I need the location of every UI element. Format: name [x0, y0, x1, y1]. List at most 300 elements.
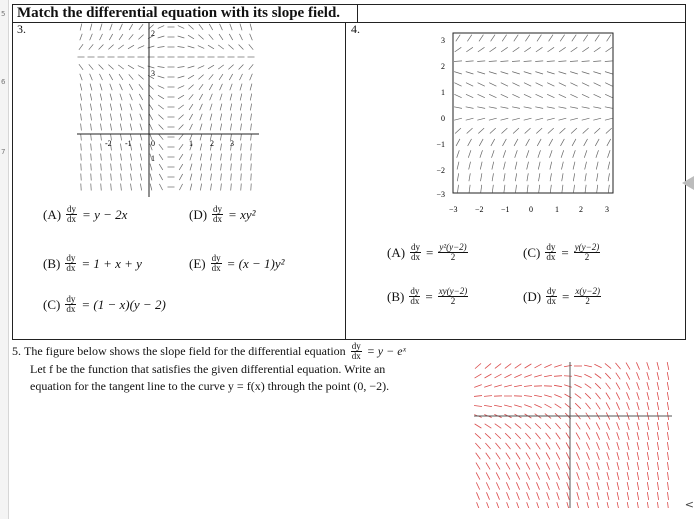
slope-segment	[457, 185, 458, 193]
worksheet-title: Match the differential equation with its slope field.	[13, 5, 358, 23]
slope-segment	[647, 432, 649, 440]
slope-segment	[469, 173, 470, 181]
slope-segment	[605, 83, 612, 87]
slope-segment	[250, 34, 253, 40]
slope-segment	[130, 94, 133, 100]
slope-segment	[178, 36, 185, 38]
slope-segment	[560, 35, 564, 42]
p3-xtick: 2	[210, 139, 214, 148]
slope-segment	[548, 128, 554, 133]
slope-segment	[515, 185, 516, 193]
slope-segment	[657, 472, 658, 480]
slope-segment	[617, 502, 619, 508]
p4-choice-b[interactable]: (B) $\frac{dy}{dx}$ = $\frac{xy(y-2)}{2}$	[387, 286, 468, 306]
slope-segment	[516, 463, 520, 470]
slope-segment	[667, 402, 668, 410]
slope-segment	[129, 84, 132, 90]
slope-segment	[90, 94, 91, 101]
slope-segment	[466, 72, 474, 74]
p3-choice-e[interactable]	[189, 254, 285, 273]
slope-segment	[605, 118, 613, 120]
slope-segment	[139, 94, 142, 100]
column-divider	[345, 22, 346, 339]
slope-segment	[91, 154, 92, 161]
slope-segment	[576, 433, 580, 440]
slope-segment	[89, 44, 93, 49]
slope-segment	[514, 405, 522, 407]
slope-segment	[241, 154, 242, 161]
slope-segment	[587, 492, 589, 500]
slope-segment	[558, 61, 566, 62]
slope-segment	[220, 24, 223, 30]
slope-segment	[178, 86, 184, 89]
slope-segment	[210, 104, 212, 111]
slope-segment	[505, 424, 511, 429]
slope-segment	[241, 164, 242, 171]
slope-segment	[121, 174, 122, 181]
slope-segment	[110, 94, 112, 101]
slope-segment	[535, 61, 543, 62]
slope-segment	[637, 422, 639, 430]
slope-segment	[607, 492, 609, 500]
slope-segment	[110, 104, 112, 111]
slope-segment	[524, 61, 532, 62]
slope-segment	[81, 124, 82, 131]
slope-segment	[100, 94, 102, 101]
slope-segment	[219, 74, 223, 80]
slope-segment	[108, 45, 113, 50]
slope-segment	[597, 452, 600, 460]
slope-segment	[514, 35, 518, 42]
slope-segment	[501, 83, 508, 87]
slope-segment	[617, 422, 620, 430]
slope-segment	[597, 482, 599, 490]
slope-segment	[667, 372, 668, 380]
slope-segment	[456, 139, 460, 146]
slope-segment	[111, 174, 112, 181]
p4-choice-d[interactable]: (D) $\frac{dy}{dx}$ = $\frac{x(y-2)}{2}$	[523, 286, 600, 306]
slope-segment	[595, 374, 601, 379]
slope-segment	[566, 442, 570, 449]
slope-segment	[535, 118, 543, 120]
slope-segment	[667, 462, 668, 470]
slope-segment	[524, 47, 531, 52]
slope-segment	[130, 124, 132, 131]
slope-segment	[209, 34, 213, 39]
slope-segment	[188, 66, 195, 68]
slope-segment	[81, 134, 82, 141]
slope-segment	[647, 382, 649, 390]
slope-segment	[667, 432, 668, 440]
slope-segment	[564, 376, 572, 377]
slope-segment	[466, 61, 474, 62]
slope-segment	[547, 492, 550, 500]
dy-dx-fraction: $\frac{dy}{dx}$	[66, 253, 76, 273]
slope-segment	[657, 422, 658, 430]
slope-segment	[454, 72, 462, 74]
slope-segment	[91, 144, 92, 151]
slope-segment	[474, 396, 482, 397]
slope-segment	[489, 94, 496, 97]
slope-segment	[506, 453, 510, 460]
slope-segment	[110, 84, 112, 91]
slope-segment	[608, 162, 610, 170]
slope-segment	[546, 443, 550, 450]
choice-equation: = (1 − x)(y − 2)	[81, 296, 166, 312]
slope-segment	[607, 462, 609, 470]
slope-segment	[516, 472, 520, 479]
slope-segment	[547, 94, 554, 97]
slope-segment	[140, 154, 142, 161]
slope-segment	[239, 74, 242, 80]
slope-segment	[81, 154, 82, 161]
slope-segment	[538, 150, 541, 158]
slope-segment	[556, 452, 560, 459]
slope-segment	[211, 174, 212, 181]
slope-segment	[189, 104, 193, 110]
slope-segment	[130, 154, 131, 161]
slope-segment	[489, 118, 497, 120]
slope-segment	[491, 35, 495, 42]
slope-segment	[577, 492, 579, 500]
slope-segment	[476, 472, 480, 479]
slope-segment	[140, 114, 142, 121]
slope-segment	[159, 154, 163, 160]
slope-segment	[89, 64, 93, 69]
slope-segment	[220, 144, 221, 151]
slope-segment	[494, 385, 502, 387]
slope-segment	[178, 76, 185, 78]
slope-segment	[584, 139, 588, 146]
slope-segment	[605, 107, 613, 109]
slope-segment	[526, 462, 530, 469]
slope-segment	[562, 185, 563, 193]
slope-segment	[626, 372, 630, 379]
slope-segment	[607, 502, 609, 508]
slope-segment	[120, 24, 123, 30]
slope-segment	[251, 144, 252, 151]
slope-segment	[467, 128, 473, 133]
slope-segment	[489, 61, 497, 62]
slope-segment	[228, 45, 233, 50]
slope-segment	[80, 84, 82, 91]
slope-segment	[596, 422, 600, 429]
slope-segment	[547, 61, 555, 62]
slope-segment	[466, 94, 473, 97]
slope-segment	[138, 66, 144, 69]
slope-segment	[524, 396, 532, 397]
slope-segment	[128, 45, 134, 49]
slope-segment	[454, 61, 462, 62]
slope-segment	[544, 404, 551, 408]
slope-segment	[130, 164, 131, 171]
slope-segment	[111, 164, 112, 171]
slope-segment	[220, 124, 221, 131]
slope-segment	[585, 185, 586, 193]
slope-segment	[525, 423, 531, 428]
slope-segment	[80, 74, 82, 81]
slope-segment	[512, 61, 520, 62]
problem-4-slope-field	[429, 29, 629, 223]
slope-segment	[605, 94, 612, 97]
slope-segment	[534, 404, 541, 407]
choice-fraction: $\frac{xy(y-2)}{2}$	[438, 286, 468, 306]
slope-segment	[616, 373, 620, 380]
slope-segment	[99, 34, 102, 40]
slope-segment	[492, 173, 493, 181]
slope-segment	[567, 472, 570, 479]
slope-segment	[457, 150, 460, 158]
slope-segment	[647, 422, 649, 430]
slope-segment	[657, 362, 659, 370]
slope-segment	[178, 95, 184, 99]
p3-choice-b[interactable]	[43, 254, 142, 273]
row-divider	[345, 22, 685, 23]
slope-segment	[190, 164, 192, 171]
scroll-right-arrow-icon[interactable]	[682, 176, 694, 190]
slope-segment	[492, 150, 495, 158]
slope-segment	[535, 423, 541, 429]
slope-segment	[250, 74, 253, 80]
slope-segment	[576, 442, 580, 449]
slope-segment	[526, 482, 529, 489]
p3-xtick: 1	[189, 139, 193, 148]
p3-xtick: 0	[151, 139, 155, 148]
slope-segment	[189, 94, 193, 99]
slope-segment	[484, 405, 492, 406]
slope-segment	[119, 34, 123, 40]
slope-segment	[101, 154, 102, 161]
slope-segment	[586, 452, 589, 459]
slope-segment	[110, 124, 111, 131]
slope-segment	[534, 375, 542, 377]
slope-segment	[524, 375, 531, 378]
slope-segment	[526, 453, 530, 460]
slope-segment	[559, 128, 565, 133]
slope-segment	[466, 47, 473, 52]
slope-segment	[536, 443, 541, 450]
p4-choice-a[interactable]: (A) $\frac{dy}{dx}$ = $\frac{\text{y²(y−2)}}{2}$	[387, 242, 467, 262]
slope-segment	[495, 433, 501, 439]
p4-ytick: 2	[441, 62, 445, 71]
problem-4-number: 4.	[351, 22, 360, 36]
slope-segment	[539, 185, 540, 193]
slope-segment	[555, 423, 560, 429]
slope-segment	[251, 124, 252, 131]
slope-segment	[494, 374, 501, 378]
worksheet-table	[12, 4, 686, 340]
slope-segment	[486, 463, 490, 470]
choice-equation: = y − 2x	[82, 206, 128, 222]
slope-segment	[140, 144, 142, 151]
slope-segment	[657, 372, 659, 380]
slope-segment	[595, 383, 601, 389]
slope-segment	[606, 402, 610, 409]
slope-segment	[200, 144, 202, 151]
slope-segment	[240, 24, 242, 31]
slope-segment	[79, 64, 83, 70]
problem-3-slope-field	[77, 23, 259, 197]
slope-segment	[485, 433, 491, 438]
slope-segment	[582, 118, 590, 120]
p3-choice-d[interactable]	[189, 205, 256, 224]
slope-segment	[101, 124, 102, 131]
slope-segment	[657, 452, 658, 460]
slope-segment	[484, 396, 492, 397]
slope-segment	[554, 365, 562, 368]
slope-segment	[489, 47, 496, 52]
slope-segment	[657, 402, 659, 410]
slope-segment	[158, 105, 164, 109]
left-ruler	[0, 0, 9, 519]
slope-segment	[250, 24, 252, 31]
slope-segment	[637, 442, 639, 450]
slope-segment	[100, 104, 101, 111]
slope-segment	[109, 34, 112, 40]
choice-label: (B)	[43, 255, 61, 271]
slope-segment	[597, 173, 598, 181]
slope-segment	[200, 154, 202, 161]
slope-segment	[595, 393, 600, 399]
slope-segment	[515, 150, 518, 158]
slope-segment	[549, 35, 553, 42]
slope-segment	[587, 462, 590, 470]
slope-segment	[536, 453, 540, 460]
slope-segment	[230, 24, 232, 31]
p4-xtick: 2	[579, 205, 583, 214]
slope-segment	[567, 482, 570, 490]
choice-label: (B)	[387, 288, 405, 304]
slope-segment	[585, 162, 587, 170]
slope-segment	[627, 502, 629, 508]
slope-segment	[605, 72, 613, 74]
ruler-tick: 7	[1, 148, 6, 156]
p4-ytick: 3	[441, 36, 445, 45]
choice-label: (C)	[43, 296, 61, 312]
slope-segment	[524, 118, 532, 120]
slope-segment	[131, 174, 132, 181]
slope-segment	[572, 139, 576, 146]
slope-segment	[537, 139, 541, 146]
slope-segment	[129, 24, 132, 30]
slope-segment	[559, 72, 567, 74]
p3-choice-a[interactable]	[43, 205, 127, 224]
slope-segment	[220, 104, 222, 111]
slope-segment	[480, 150, 483, 158]
slope-segment	[189, 124, 192, 130]
slope-segment	[486, 492, 489, 499]
slope-segment	[101, 134, 102, 141]
slope-segment	[584, 150, 587, 158]
slope-segment	[515, 364, 522, 369]
slope-segment	[240, 94, 242, 101]
slope-segment	[200, 164, 201, 171]
slope-segment	[101, 164, 102, 171]
slope-segment	[583, 128, 589, 133]
slope-segment	[525, 364, 532, 368]
slope-segment	[657, 492, 658, 500]
slope-segment	[90, 74, 93, 80]
slope-segment	[231, 164, 232, 171]
slope-segment	[616, 383, 620, 390]
slope-segment	[490, 128, 496, 133]
slope-segment	[637, 372, 640, 379]
slope-segment	[121, 164, 122, 171]
slope-segment	[478, 128, 484, 133]
slope-segment	[489, 107, 497, 109]
slope-segment	[668, 482, 669, 490]
slope-segment	[537, 35, 541, 42]
slope-segment	[607, 472, 609, 480]
slope-segment	[120, 104, 122, 111]
slope-segment	[491, 139, 495, 146]
slope-segment	[637, 502, 638, 508]
slope-segment	[477, 107, 485, 109]
slope-segment	[582, 83, 589, 87]
slope-segment	[91, 114, 92, 121]
slope-segment	[627, 432, 629, 440]
slope-segment	[559, 94, 566, 97]
collapse-chevron-icon[interactable]: <	[684, 498, 694, 511]
slope-segment	[550, 162, 552, 170]
p4-xtick: −1	[501, 205, 510, 214]
slope-segment	[466, 118, 474, 120]
slope-segment	[557, 502, 559, 508]
slope-segment	[615, 363, 620, 369]
problem-5-line2: Let f be the function that satisfies the given differential equation. Write an	[30, 362, 386, 376]
slope-segment	[230, 124, 231, 131]
slope-segment	[582, 61, 590, 62]
slope-segment	[129, 34, 133, 39]
choice-label: (D)	[523, 288, 542, 304]
slope-segment	[475, 443, 480, 449]
slope-segment	[527, 502, 530, 508]
slope-segment	[455, 128, 461, 133]
problem-5-slope-field	[474, 362, 672, 508]
slope-segment	[608, 173, 609, 181]
slope-segment	[466, 83, 473, 87]
slope-segment	[536, 47, 543, 52]
slope-segment	[526, 150, 529, 158]
slope-segment	[178, 115, 183, 120]
slope-segment	[546, 472, 549, 479]
slope-segment	[564, 385, 572, 387]
slope-segment	[647, 502, 648, 508]
slope-segment	[594, 128, 600, 133]
p4-choice-c[interactable]: (C) $\frac{dy}{dx}$ = $\frac{y(y-2)}{2}$	[523, 242, 600, 262]
p3-choice-c[interactable]	[43, 295, 166, 314]
slope-segment	[617, 492, 619, 500]
slope-segment	[567, 492, 569, 500]
dy-dx-fraction: $\frac{dy}{dx}$	[67, 204, 77, 224]
dy-dx-fraction: $\frac{dy}{dx}$	[546, 242, 556, 262]
slope-segment	[570, 107, 578, 109]
slope-segment	[550, 185, 551, 193]
slope-segment	[647, 472, 648, 480]
slope-segment	[514, 385, 522, 387]
slope-segment	[524, 405, 532, 408]
slope-segment	[231, 174, 232, 181]
p4-xtick: 3	[605, 205, 609, 214]
slope-segment	[231, 184, 232, 191]
slope-segment	[513, 47, 520, 52]
slope-segment	[475, 363, 481, 368]
slope-segment	[536, 83, 543, 87]
slope-segment	[120, 134, 121, 141]
slope-segment	[140, 174, 141, 181]
slope-segment	[544, 364, 551, 367]
slope-segment	[469, 185, 470, 193]
